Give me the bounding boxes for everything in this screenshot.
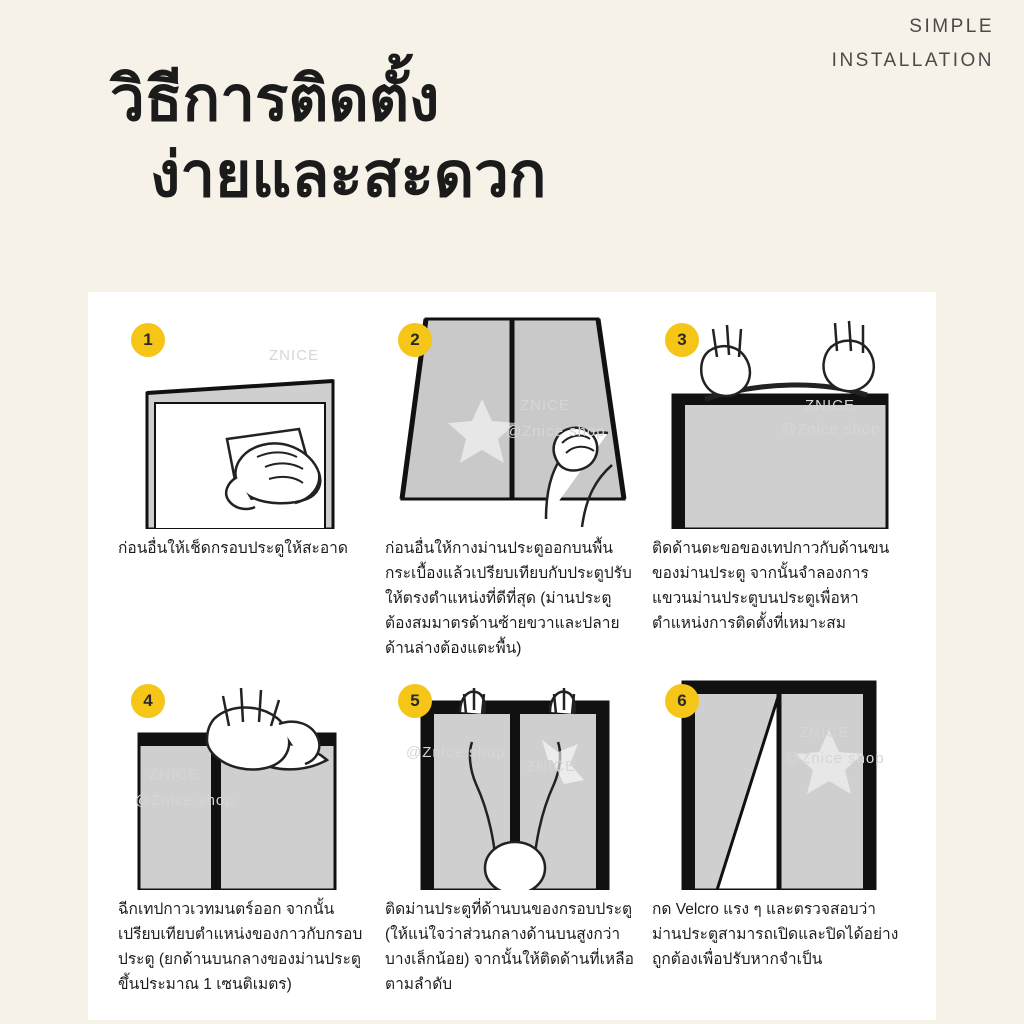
step-item — [385, 671, 640, 997]
step-caption: ก่อนอื่นให้กางม่านประตูออกบนพื้นกระเบื้องแล้วเปรียบเทียบกับประตูปรับให้ตรงตำแหน่งที่ดีที่สุด (ม่านประตูต้องสมมาตรด้านซ้ายขวาและปลายด้านล่างต้องแตะพื้น) — [385, 540, 632, 657]
step-caption: ฉีกเทปกาวเวทมนตร์ออก จากนั้นเปรียบเทียบตำแหน่งของกาวกับกรอบประตู (ยกด้านบนกลางของม่านประตูขึ้นประมาณ 1 เซนติเมตร) — [118, 901, 363, 993]
watermark-shop: @Znice shop — [406, 744, 506, 761]
step-illustration-5 — [385, 671, 642, 891]
step-caption: ติดด้านตะขอของเทปกาวกับด้านขนของม่านประตู จากนั้นจำลองการแขวนม่านประตูบนประตูเพื่อหาตำแหน่งการติดตั้งที่เหมาะสม — [652, 540, 890, 632]
page-title-line-2: ง่ายและสะดวก — [150, 141, 547, 210]
step-illustration-2 — [385, 310, 642, 530]
eyebrow-line-1: SIMPLE — [909, 16, 994, 37]
watermark-brand: ZNICE — [269, 347, 319, 364]
watermark-shop: @Znice shop — [781, 421, 881, 438]
watermark-brand: ZNICE — [520, 397, 570, 414]
step-illustration-1 — [118, 310, 375, 530]
step-number-badge: 5 — [398, 684, 432, 718]
page-title — [110, 62, 546, 214]
watermark-shop: @Znice shop — [506, 423, 606, 440]
watermark-brand: ZNICE — [805, 397, 855, 414]
step-number-badge: 4 — [131, 684, 165, 718]
step-number-badge: 1 — [131, 323, 165, 357]
step-caption: กด Velcro แรง ๆ และตรวจสอบว่าม่านประตูสามารถเปิดและปิดได้อย่างถูกต้องเพื่อปรับหากจำเป็น — [652, 901, 899, 968]
steps-panel — [88, 292, 936, 1020]
eyebrow-line-2: INSTALLATION — [831, 50, 994, 71]
step-illustration-4 — [118, 671, 375, 891]
step-item — [652, 310, 907, 661]
steps-grid — [118, 310, 908, 1007]
step-illustration-6 — [652, 671, 909, 891]
watermark-brand: ZNICE — [149, 766, 199, 783]
page-title-line-1: วิธีการติดตั้ง — [110, 65, 440, 134]
step-number-badge: 3 — [665, 323, 699, 357]
step-item — [385, 310, 640, 661]
watermark-shop: @Znice shop — [135, 792, 235, 809]
watermark-shop: @Znice shop — [785, 750, 885, 767]
step-number-badge: 6 — [665, 684, 699, 718]
step-number-badge: 2 — [398, 323, 432, 357]
step-caption: ก่อนอื่นให้เช็ดกรอบประตูให้สะอาด — [118, 540, 348, 557]
step-illustration-3 — [652, 310, 909, 530]
step-item — [118, 310, 373, 661]
watermark-brand: ZNICE — [526, 758, 576, 775]
step-item — [118, 671, 373, 997]
watermark-brand: ZNICE — [799, 724, 849, 741]
eyebrow-text — [832, 10, 994, 78]
step-caption: ติดม่านประตูที่ด้านบนของกรอบประตู (ให้แน่ใจว่าส่วนกลางด้านบนสูงกว่าบางเล็กน้อย) จากนั้นให้ติดด้านที่เหลือตามลำดับ — [385, 901, 634, 993]
step-item — [652, 671, 907, 997]
